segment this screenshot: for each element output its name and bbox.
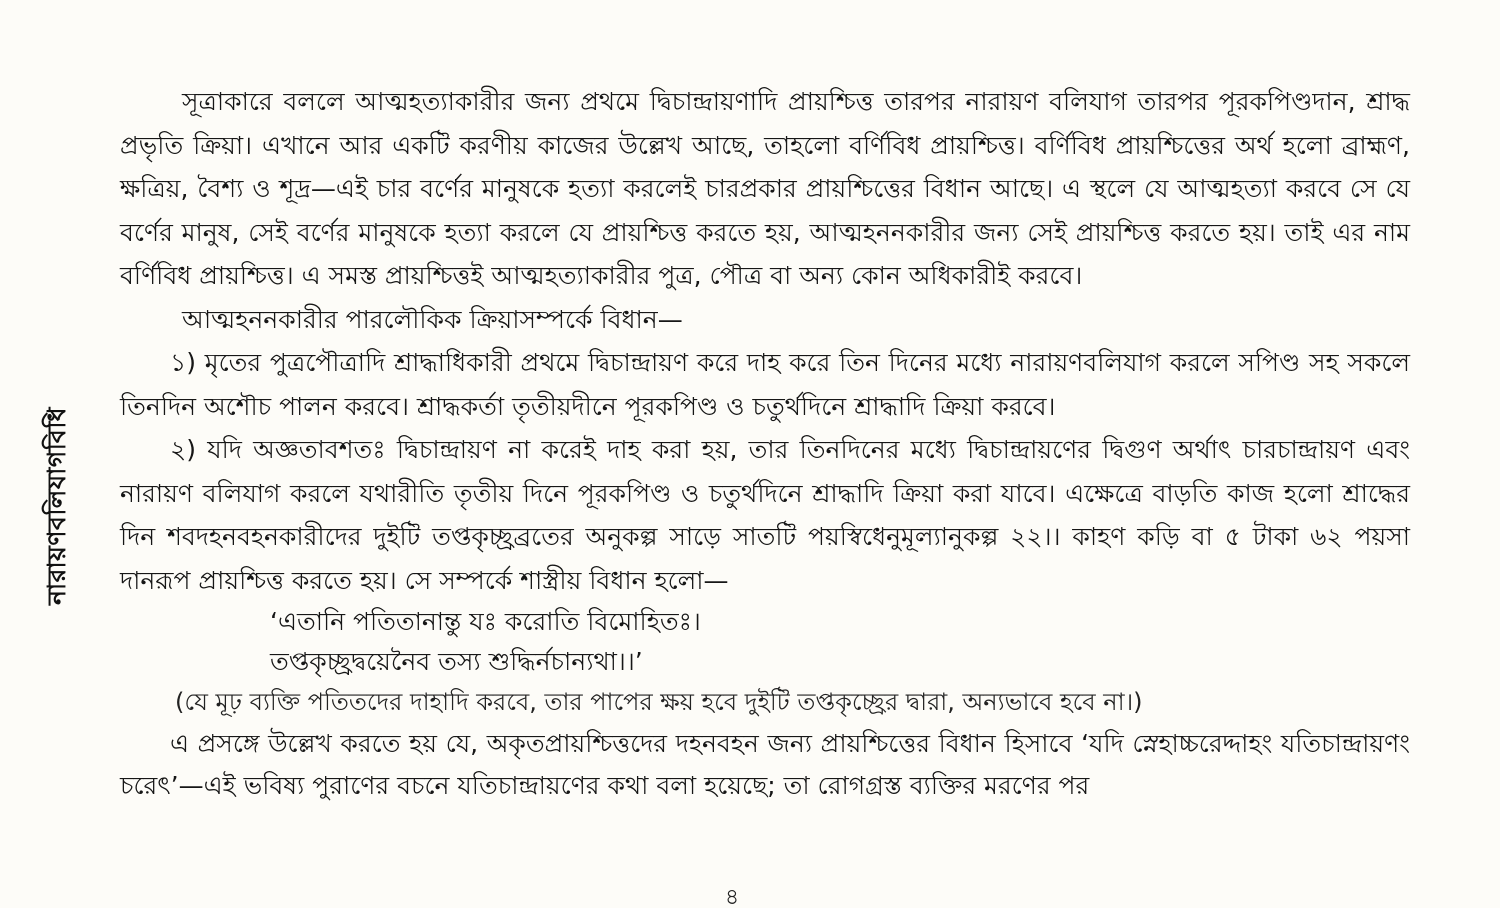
paragraph-rule-1: ১) মৃতের পুত্রপৌত্রাদি শ্রাদ্ধাধিকারী প্রথমে দ্বিচান্দ্রায়ণ করে দাহ করে তিন দিনের মধ্যে নারায়ণবলিযাগ করলে সপিণ্ড সহ সকলে তিনদিন অশৌচ পালন করবে। শ্রাদ্ধকর্তা তৃতীয়দীনে পূরকপিণ্ড ও চতুর্থদিনে শ্রাদ্ধাদি ক্রিয়া করবে। bbox=[120, 348, 1410, 421]
section-heading: আত্মহননকারীর পারলৌকিক ক্রিয়াসম্পর্কে বিধান— bbox=[182, 304, 683, 334]
paragraph-summary: সূত্রাকারে বললে আত্মহত্যাকারীর জন্য প্রথমে দ্বিচান্দ্রায়ণাদি প্রায়শ্চিত্ত তারপর নারায়ণ বলিযাগ তারপর পূরকপিণ্ডদান, শ্রাদ্ধ প্রভৃতি ক্রিয়া। এখানে আর একটি করণীয় কাজের উল্লেখ আছে, তাহলো বর্ণিবিধ প্রায়শ্চিত্ত। বর্ণিবিধ প্রায়শ্চিত্তের অর্থ হলো ব্রাহ্মণ, ক্ষত্রিয়, বৈশ্য ও শূদ্র—এই চার বর্ণের মানুষকে হত্যা করলেই চারপ্রকার প্রায়শ্চিত্তের বিধান আছে। এ স্থলে যে আত্মহত্যা করবে সে যে বর্ণের মানুষ, সেই বর্ণের মানুষকে হত্যা করলে যে প্রায়শ্চিত্ত করতে হয়, আত্মহননকারীর জন্য সেই প্রায়শ্চিত্ত করতে হয়। তাই এর নাম বর্ণিবিধ প্রায়শ্চিত্ত। এ সমস্ত প্রায়শ্চিত্তই আত্মহত্যাকারীর পুত্র, পৌত্র বা অন্য কোন অধিকারীই করবে। bbox=[120, 87, 1410, 290]
verse-translation: (যে মূঢ় ব্যক্তি পতিতদের দাহাদি করবে, তার পাপের ক্ষয় হবে দুইটি তপ্তকৃচ্ছ্রের দ্বারা, অন্যভাবে হবে না।) bbox=[175, 688, 1143, 716]
verse-line-2: তপ্তকৃচ্ছ্রদ্বয়েনৈব তস্য শুদ্ধির্নচান্যথা।।’ bbox=[270, 647, 643, 676]
running-side-title: নারায়ণবলিযাগবিধি bbox=[42, 407, 71, 605]
verse-line-1: ‘এতানি পতিতানান্তু যঃ করোতি বিমোহিতঃ। bbox=[270, 607, 701, 636]
page-number: ৪ bbox=[724, 885, 740, 908]
paragraph-rule-2: ২) যদি অজ্ঞতাবশতঃ দ্বিচান্দ্রায়ণ না করেই দাহ করা হয়, তার তিনদিনের মধ্যে দ্বিচান্দ্রায়ণের দ্বিগুণ অর্থাৎ চারচান্দ্রায়ণ এবং নারায়ণ বলিযাগ করলে যথারীতি তৃতীয় দিনে পূরকপিণ্ড ও চতুর্থদিনে শ্রাদ্ধাদি ক্রিয়া করা যাবে। এক্ষেত্রে বাড়তি কাজ হলো শ্রাদ্ধের দিন শবদহনবহনকারীদের দুইটি তপ্তকৃচ্ছ্রব্রতের অনুকল্প সাড়ে সাতটি পয়স্বিধেনুমূল্যানুকল্প ২২।। কাহণ কড়ি বা ৫ টাকা ৬২ পয়সা দানরূপ প্রায়শ্চিত্ত করতে হয়। সে সম্পর্কে শাস্ত্রীয় বিধান হলো— bbox=[120, 435, 1410, 595]
paragraph-context: এ প্রসঙ্গে উল্লেখ করতে হয় যে, অকৃতপ্রায়শ্চিত্তদের দহনবহন জন্য প্রায়শ্চিত্তের বিধান হিসাবে ‘যদি স্নেহাচ্চরেদ্দাহং যতিচান্দ্রায়ণং চরেৎ’—এই ভবিষ্য পুরাণের বচনে যতিচান্দ্রায়ণের কথা বলা হয়েছে; তা রোগগ্রস্ত ব্যক্তির মরণের পর bbox=[120, 729, 1410, 800]
page-body bbox=[120, 80, 1410, 807]
